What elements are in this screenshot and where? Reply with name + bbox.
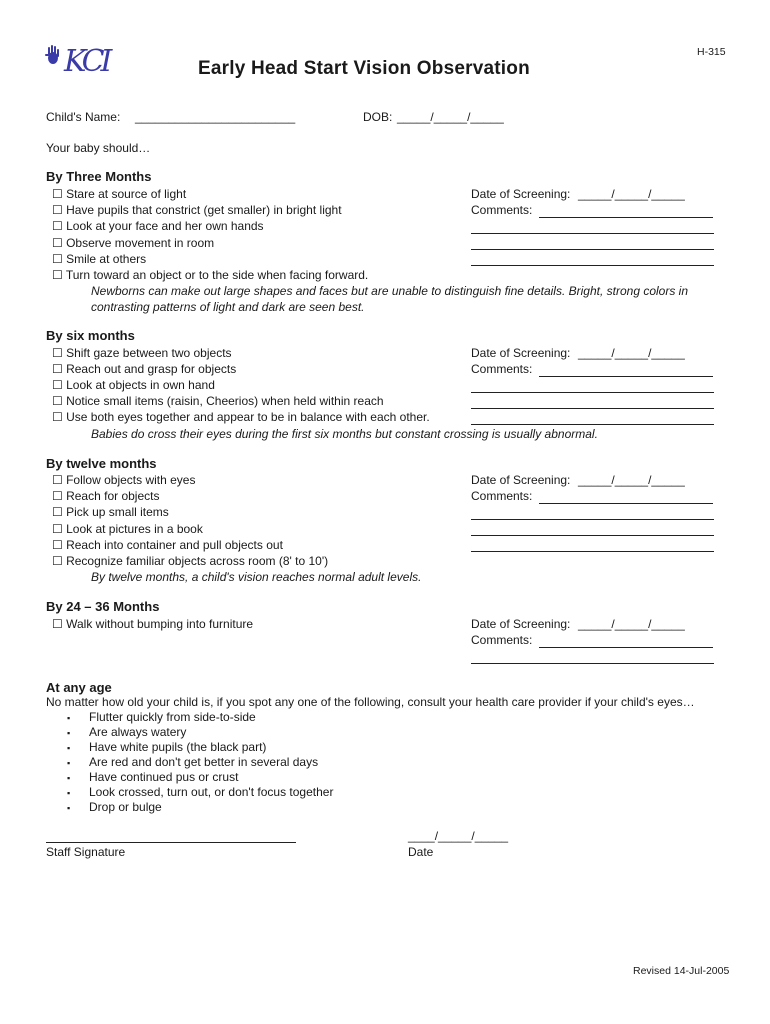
checklist-item[interactable]: ☐ Look at your face and her own hands xyxy=(52,219,264,233)
checklist-item[interactable]: ☐ Have pupils that constrict (get smaller) in bright light xyxy=(52,203,342,217)
kci-logo xyxy=(44,42,116,94)
checklist-item[interactable]: ☐ Look at objects in own hand xyxy=(52,378,215,392)
intro-text: Your baby should… xyxy=(46,141,151,155)
dob-field[interactable]: _____/_____/_____ xyxy=(397,110,504,124)
comments-line[interactable] xyxy=(539,217,713,218)
bullet-icon: ▪ xyxy=(67,773,71,783)
comments-line[interactable] xyxy=(471,265,714,266)
checklist-item[interactable]: ☐ Pick up small items xyxy=(52,505,169,519)
bullet-icon: ▪ xyxy=(67,758,71,768)
checklist-item[interactable]: ☐ Follow objects with eyes xyxy=(52,473,196,487)
checklist-item[interactable]: ☐ Reach for objects xyxy=(52,489,160,503)
comments-line[interactable] xyxy=(539,376,713,377)
checklist-item[interactable]: ☐ Notice small items (raisin, Cheerios) when held within reach xyxy=(52,394,384,408)
section-note: contrasting patterns of light and dark are seen best. xyxy=(91,300,365,314)
signature-date-label: Date xyxy=(408,845,434,859)
comments-label: Comments: xyxy=(471,203,533,217)
bullet-item: ▪ Are always watery xyxy=(67,725,187,739)
bullet-item: ▪ Have white pupils (the black part) xyxy=(67,740,267,754)
section-heading-three-months: By Three Months xyxy=(46,169,152,184)
date-of-screening-label: Date of Screening: xyxy=(471,187,571,201)
checklist-item[interactable]: ☐ Stare at source of light xyxy=(52,187,187,201)
bullet-icon: ▪ xyxy=(67,743,71,753)
bullet-item: ▪ Look crossed, turn out, or don't focus together xyxy=(67,785,334,799)
bullet-icon: ▪ xyxy=(67,728,71,738)
child-name-label: Child's Name: xyxy=(46,110,121,124)
bullet-item: ▪ Are red and don't get better in several days xyxy=(67,755,319,769)
form-id: H-315 xyxy=(697,46,726,58)
revision-date: Revised 14-Jul-2005 xyxy=(633,965,730,977)
comments-label: Comments: xyxy=(471,362,533,376)
section-heading-twelve-months: By twelve months xyxy=(46,456,157,471)
comments-line[interactable] xyxy=(471,519,714,520)
comments-line[interactable] xyxy=(471,408,714,409)
comments-line[interactable] xyxy=(471,233,714,234)
checklist-item[interactable]: ☐ Shift gaze between two objects xyxy=(52,346,232,360)
signature-date-field[interactable]: ____/_____/_____ xyxy=(408,829,509,843)
checklist-item[interactable]: ☐ Walk without bumping into furniture xyxy=(52,617,254,631)
date-of-screening-label: Date of Screening: xyxy=(471,346,571,360)
comments-label: Comments: xyxy=(471,489,533,503)
date-of-screening-field[interactable]: _____/_____/_____ xyxy=(578,346,685,360)
bullet-item: ▪ Flutter quickly from side-to-side xyxy=(67,710,256,724)
section-note: Babies do cross their eyes during the first six months but constant crossing is usually abnormal. xyxy=(91,427,598,441)
comments-line[interactable] xyxy=(471,392,714,393)
checklist-item[interactable]: ☐ Reach out and grasp for objects xyxy=(52,362,237,376)
date-of-screening-label: Date of Screening: xyxy=(471,617,571,631)
section-heading-24-36-months: By 24 – 36 Months xyxy=(46,599,160,614)
bullet-icon: ▪ xyxy=(67,788,71,798)
section-note: Newborns can make out large shapes and faces but are unable to distinguish fine details. Bright, strong colors in xyxy=(91,284,689,298)
logo-text: KCI xyxy=(64,44,109,79)
checklist-item[interactable]: ☐ Recognize familiar objects across room (8' to 10') xyxy=(52,554,329,568)
dob-label: DOB: xyxy=(363,110,393,124)
section-heading-any-age: At any age xyxy=(46,680,112,695)
checklist-item[interactable]: ☐ Reach into container and pull objects out xyxy=(52,538,283,552)
section-heading-six-months: By six months xyxy=(46,328,135,343)
date-of-screening-label: Date of Screening: xyxy=(471,473,571,487)
comments-line[interactable] xyxy=(471,249,714,250)
comments-line[interactable] xyxy=(471,551,714,552)
bullet-icon: ▪ xyxy=(67,803,71,813)
comments-line[interactable] xyxy=(471,424,714,425)
child-name-field[interactable]: ________________________ xyxy=(135,110,296,124)
staff-signature-label: Staff Signature xyxy=(46,845,126,859)
date-of-screening-field[interactable]: _____/_____/_____ xyxy=(578,187,685,201)
any-age-lead: No matter how old your child is, if you spot any one of the following, consult your health care provider if your child's eyes… xyxy=(46,695,695,709)
checklist-item[interactable]: ☐ Observe movement in room xyxy=(52,236,215,250)
comments-line[interactable] xyxy=(539,503,713,504)
comments-line[interactable] xyxy=(471,663,714,664)
bullet-item: ▪ Have continued pus or crust xyxy=(67,770,239,784)
date-of-screening-field[interactable]: _____/_____/_____ xyxy=(578,473,685,487)
comments-label: Comments: xyxy=(471,633,533,647)
comments-line[interactable] xyxy=(471,535,714,536)
checklist-item[interactable]: ☐ Smile at others xyxy=(52,252,147,266)
checklist-item[interactable]: ☐ Look at pictures in a book xyxy=(52,522,203,536)
bullet-icon: ▪ xyxy=(67,713,71,723)
date-of-screening-field[interactable]: _____/_____/_____ xyxy=(578,617,685,631)
staff-signature-line[interactable] xyxy=(46,842,296,843)
page-title: Early Head Start Vision Observation xyxy=(198,58,530,79)
checklist-item[interactable]: ☐ Turn toward an object or to the side when facing forward. xyxy=(52,268,369,282)
checklist-item[interactable]: ☐ Use both eyes together and appear to be in balance with each other. xyxy=(52,410,430,424)
section-note: By twelve months, a child's vision reaches normal adult levels. xyxy=(91,570,422,584)
comments-line[interactable] xyxy=(539,647,713,648)
bullet-item: ▪ Drop or bulge xyxy=(67,800,162,814)
